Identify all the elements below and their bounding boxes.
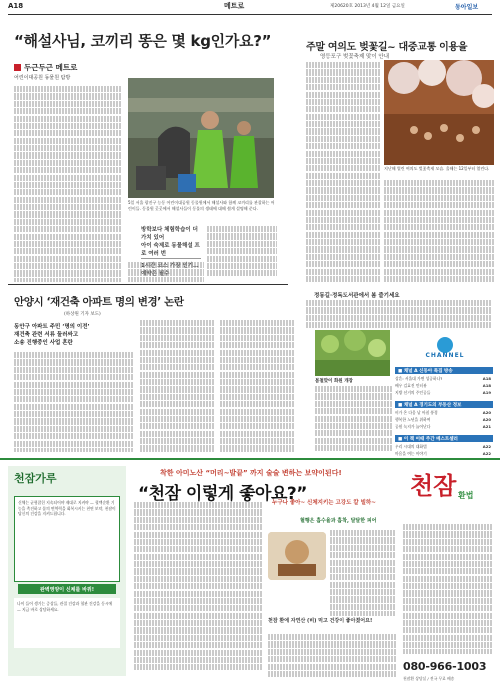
channel-section-title: ■ 채널 A 신동아 특집 방송 [395,367,493,374]
ad-mid-subheadline: 혈행은 흡수율과 흡착, 달달한 피어 [300,518,377,524]
story3-lead [14,323,134,347]
channel-row-text: 배우 김효진 인터뷰 [395,383,427,388]
channel-logo [415,337,475,361]
channel-row-page: A20 [482,417,491,422]
channel-row-page: A22 [482,444,491,449]
ad-body-col2 [330,530,396,616]
lead-line: 소송 진행중인 사업 혼란 [14,340,73,346]
section-name: 메트로 [224,2,245,10]
ad-phone-number: 080-966-1003 [403,660,487,673]
channel-row[interactable] [395,383,493,389]
story3-byline: (하상원 기자 보도) [64,312,101,317]
channel-row-text: 우리 시대의 대화법 [395,444,427,449]
garden-photo-illustration [315,330,390,376]
channel-row[interactable] [395,417,493,423]
channel-row-text: 상흔: 서울대 가면 성공하나? [395,376,443,381]
ad-bottom-headline: 천잠 환에 자연산 (비) 먹고 건강이 좋아졌어요! [268,618,373,624]
story3-body-col2 [140,320,214,452]
ad-body-col1 [134,502,262,672]
channel-row-page: A19 [482,390,491,395]
story2-caption: 지난해 열린 여의도 벚꽃축제 모습. 올해는 12일부터 열린다. [384,166,490,171]
channel-row-text: 행복한 노년을 위하여 [395,417,431,422]
ad-mid-headline: 누구나 좋아~ 신체지키는 고강도 칼 빌하~ [272,500,376,506]
channel-section-title: ■ 채널 A 경기도의 부동산 정보 [395,401,493,408]
channel-logo-text: CHANNEL [425,352,465,359]
lead-line: 동안구 아파트 주민 ‘명의 이전’ [14,324,90,330]
story1-body-col2 [128,262,204,282]
channel-row-page: A18 [482,376,491,381]
story3-headline: 안양시 ‘재건축 아파트 명의 변경’ 논란 [14,296,184,308]
quote-line: 아이 숙제로 동물해설 프로 여러 번 [141,243,200,257]
channel-row-text: 지방 선거의 주인공들 [395,390,431,395]
channel-row-page: A22 [482,451,491,456]
red-square-icon [14,64,21,71]
channel-row[interactable] [395,424,493,430]
publisher-logo: 동아일보 [455,4,479,11]
header-rule [8,14,492,15]
ad-product-photo [268,532,326,580]
channel-row-text: 비가 온 다음 날 아침 풍경 [395,410,438,415]
ad-left-info-box2: 나이 들어 생기는 증상들, 관절 건강과 혈관 건강을 동시에 — 지금 바로 상담하세요. [14,598,120,648]
channel-row-text: 마음을 여는 이야기 [395,451,427,456]
story2-body-col1 [306,62,380,286]
channel-row[interactable] [395,451,493,457]
story1-section-label: 두근두근 메트로 [24,63,78,72]
story1-photo [128,78,274,198]
channel-row[interactable] [395,410,493,416]
cherry-blossom-photo-illustration [384,60,494,165]
story2-subheadline: 영등포구 벚꽃축제 맞이 안내 [320,54,390,60]
story2-body-col2 [384,180,494,284]
page-header [0,0,500,14]
ad-left-info-box: 신체는 균형잡힌 지속되어야 제대로 지켜야 — 혈액순환 기능을 촉진하고 몸의 면역력을 회복시키는 천연 보약, 천잠이 당신의 건강을 지켜드립니다. [14,496,120,582]
ad-left-title: 천잠가루 [14,472,57,485]
channel-row[interactable] [395,390,493,396]
lead-line: 재건축 관련 서류 둘러싸고 [14,332,79,338]
channel-row-page: A18 [482,383,491,388]
story1-headline: “해설사님, 코끼리 똥은 몇 kg인가요?” [14,32,272,50]
story-divider [8,284,288,285]
story2-headline: 주말 여의도 벚꽃길~ 대중교통 이용을 [306,42,468,53]
ad-body-col4 [403,524,493,654]
channel-a-icon [437,337,453,353]
channel-row-page: A20 [482,410,491,415]
ad-brand-sub: 환법 [458,491,474,500]
channel-row[interactable] [395,376,493,382]
story2-second-headline: 정동길·정독도서관에서 봄 즐기세요 [314,293,400,299]
channel-section-title: ■ 이 책 어때 주간 베스트셀러 [395,435,493,442]
story3-body-col1 [14,352,134,452]
story1-section-tag [14,62,77,73]
garden-caption: 봄철맞이 화원 개장 [315,379,353,384]
product-photo-illustration [268,532,326,580]
ad-left-tag: 완벽영양이 신체를 바꿔! [18,584,116,594]
page-number: A18 [8,2,24,10]
channel-row[interactable] [395,444,493,450]
ad-brand-name: 천잠 [410,471,457,500]
story1-caption: 5일 서울 광진구 능동 어린이대공원 동물원에서 해설사와 함께 코끼리를 관찰하는 어린이들. 동물원 곳곳에서 해설사들이 동물의 생태에 대해 쉽게 설명해 준다. [128,200,275,211]
story1-body-col1 [14,86,122,282]
story1-body-col3 [207,226,277,282]
ad-brand-logo [400,466,492,521]
story1-byline: 어린이대공원 동물원 탐방 [14,75,71,81]
garden-body [315,386,393,452]
quote-line: 1시간 코스 가장 인기… 예약은 필수 [141,258,201,278]
ad-left-panel [8,466,126,676]
story2-photo [384,60,494,165]
channel-row-page: A21 [482,424,491,429]
spacer [128,232,134,233]
ad-tagline: 착한 아미노산 “머리~발끝” 까지 술술 변하는 보약이된다! [160,469,342,477]
quote-line: 방학보다 체험학습이 더 가치 있어 [141,227,198,241]
story2-second-body [306,300,492,330]
story3-body-col3 [220,320,294,452]
zoo-photo-illustration [128,78,274,198]
issue-info: 제20620호 2013년 4월 12일 금요일 [330,4,405,9]
garden-photo [315,330,390,376]
ad-body-col3 [268,634,396,680]
ad-address: 천잠환 상담실 / 전국 무료 배송 [403,676,455,681]
channel-row-text: 공원 녹지가 늘어난다 [395,424,431,429]
ad-headline: “천잠 이렇게 좋아요?” [138,484,307,504]
